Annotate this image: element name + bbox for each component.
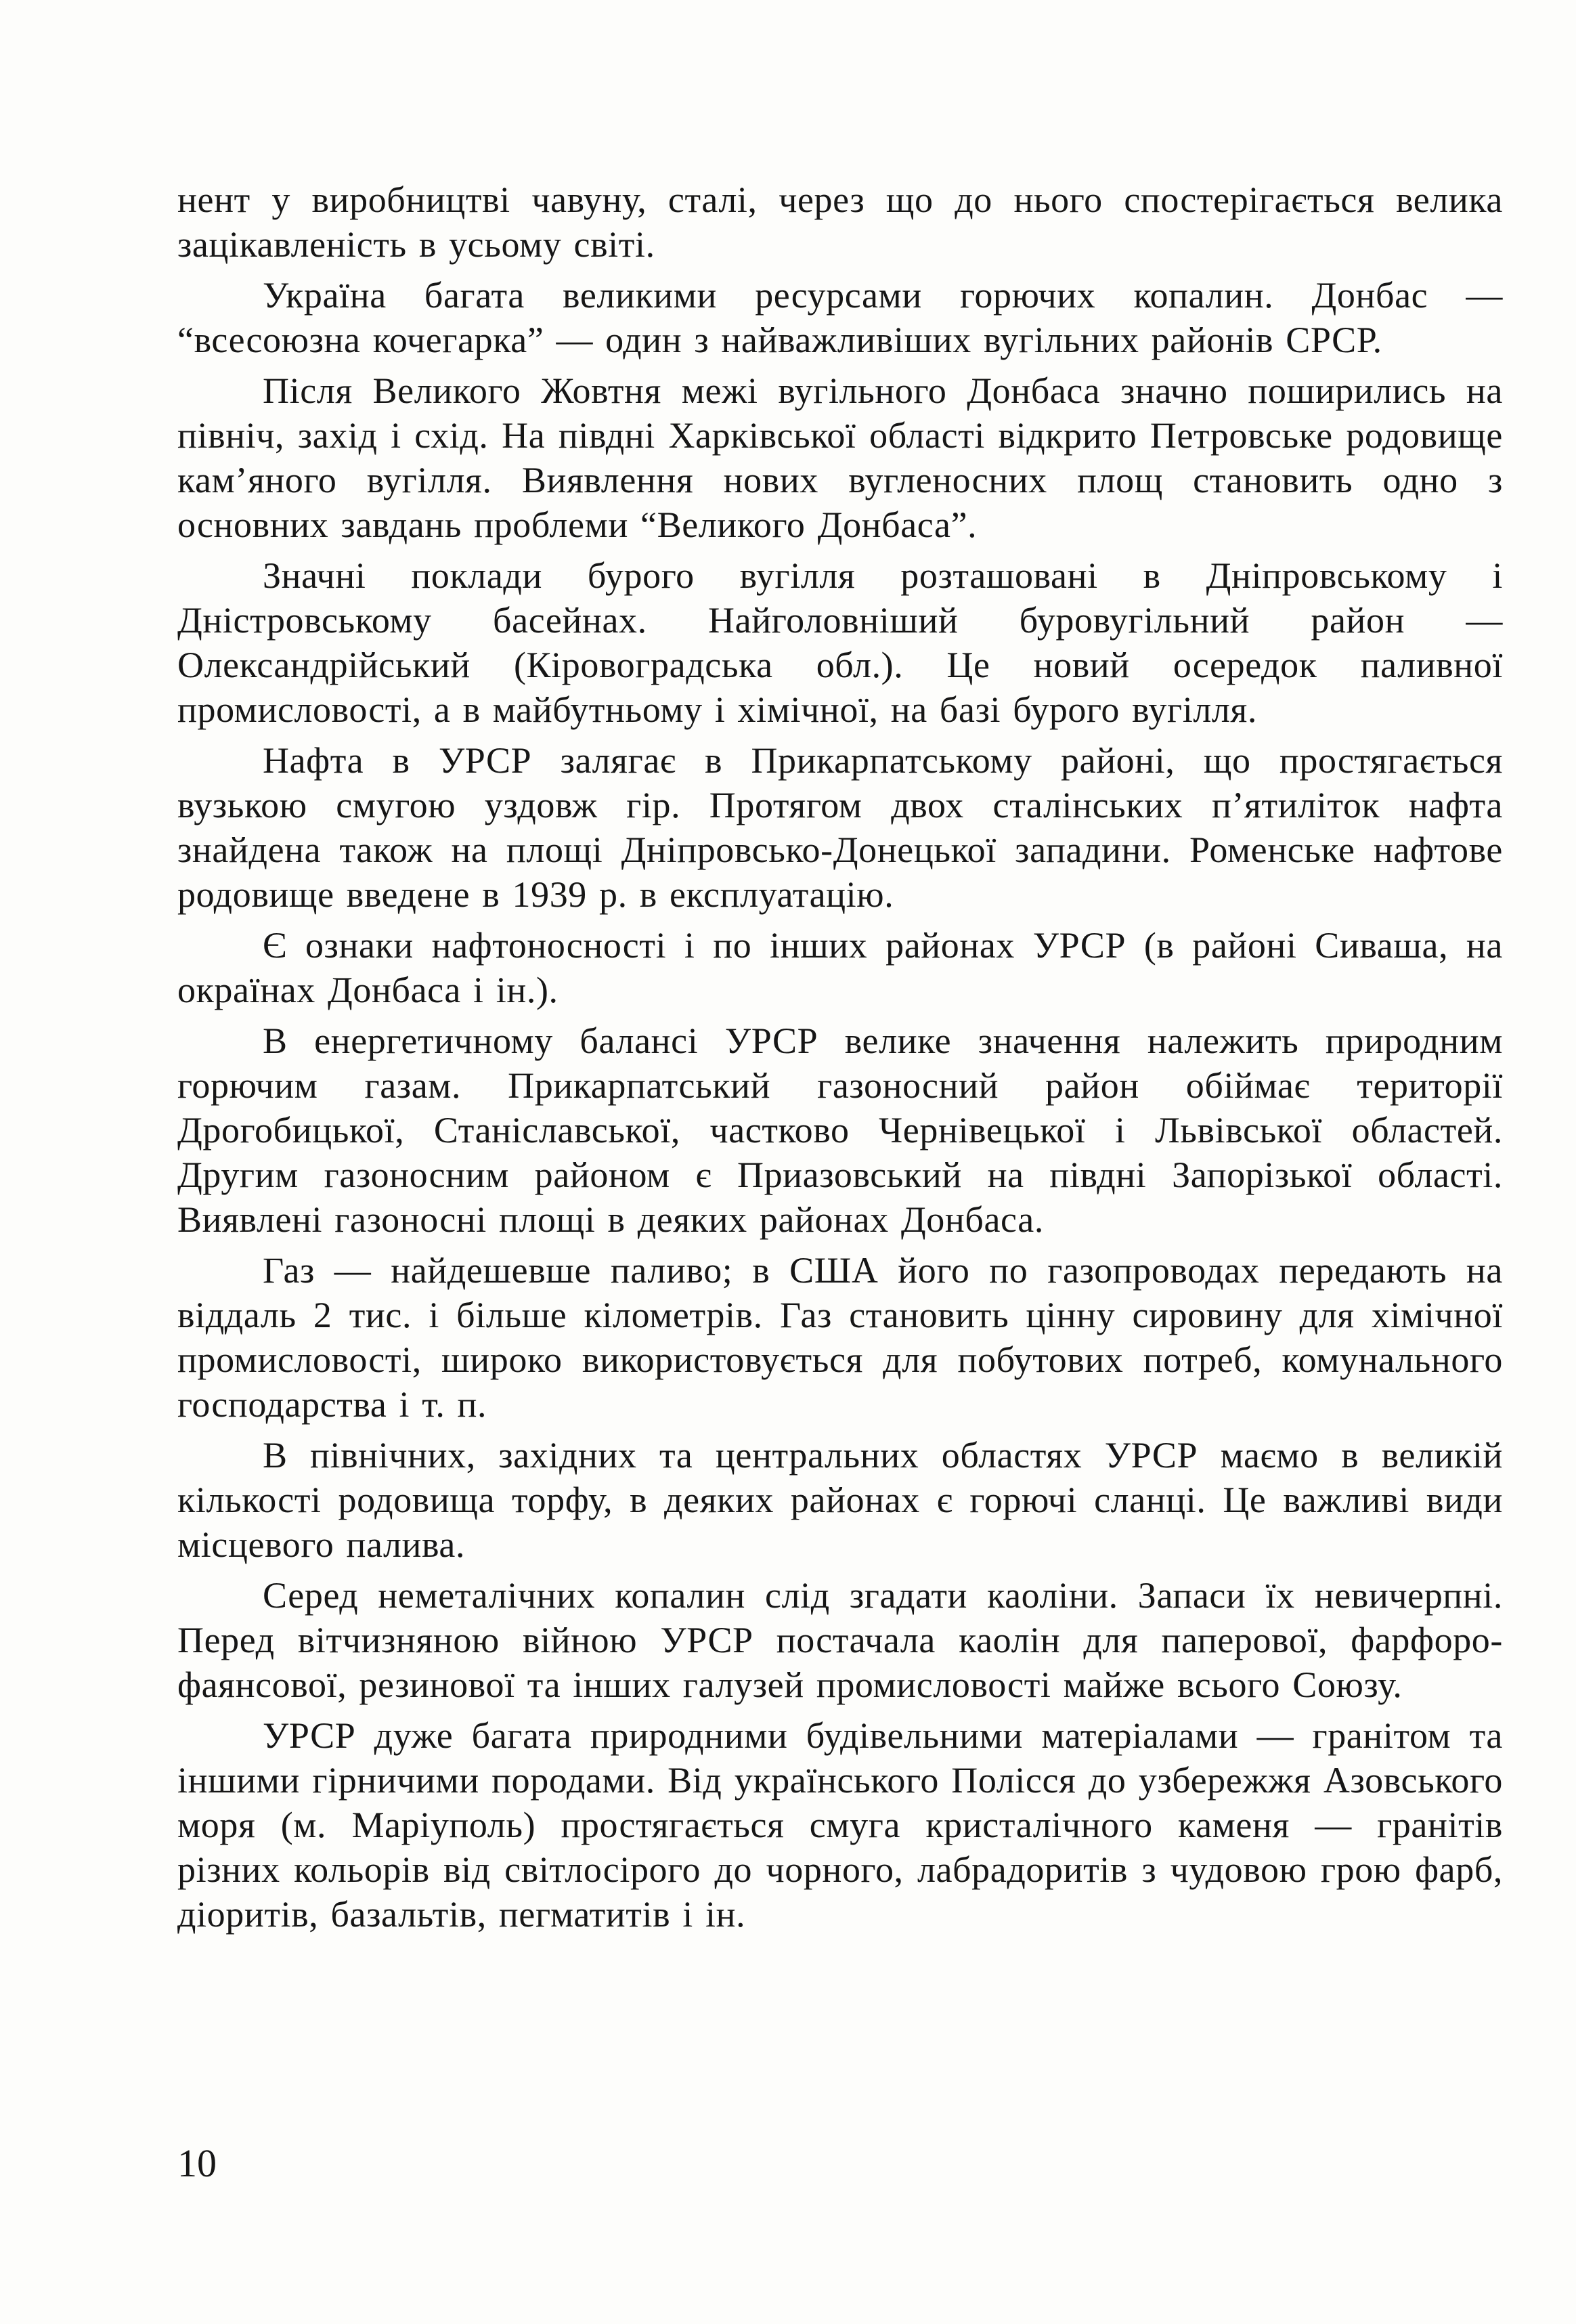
paragraph-8: Газ — найдешевше паливо; в США його по газопроводах передають на віддаль 2 тис. і більше кілометрів. Газ становить цінну сировину для хімічної промисловості, широко використовується для побутових потреб, комунального господарства і т. п.: [177, 1250, 1503, 1425]
page-number: 10: [177, 2141, 217, 2185]
paragraph-5: Нафта в УРСР залягає в Прикарпатському районі, що простягається вузькою смугою уздовж гір. Протягом двох сталінських п’ятиліток нафта знайдена також на площі Дніпровсько-Донецької западини. Роменське нафтове родовище введене в 1939 р. в експлуатацію.: [177, 740, 1503, 915]
paragraph-9: В північних, західних та центральних областях УРСР маємо в великій кількості родовища торфу, в деяких районах є горючі сланці. Це важливі види місцевого палива.: [177, 1435, 1503, 1565]
paragraph-3: Після Великого Жовтня межі вугільного Донбаса значно поширились на північ, захід і схід. На півдні Харківської області відкрито Петровське родовище кам’яного вугілля. Виявлення нових вугленосних площ становить одно з основних завдань проблеми “Великого Донбаса”.: [177, 370, 1503, 545]
paragraph-11: УРСР дуже багата природними будівельними матеріалами — гранітом та іншими гірничими породами. Від українського Полісся до узбережжя Азовського моря (м. Маріуполь) простягається смуга кристалічного каменя — гранітів різних кольорів від світлосірого до чорного, лабрадоритів з чудовою грою фарб, діоритів, базальтів, пегматитів і ін.: [177, 1715, 1503, 1935]
page-text: [177, 177, 1503, 1943]
paragraph-2: Україна багата великими ресурсами горючих копалин. Донбас — “всесоюзна кочегарка” — один з найважливіших вугільних районів СРСР.: [177, 275, 1503, 360]
paragraph-4: Значні поклади бурого вугілля розташовані в Дніпровському і Дністровському басейнах. Найголовніший буровугільний район — Олександрійський (Кіровоградська обл.). Це новий осередок паливної промисловості, а в майбутньому і хімічної, на базі бурого вугілля.: [177, 555, 1503, 730]
paragraph-1: нент у виробництві чавуну, сталі, через що до нього спостерігається велика зацікавленість в усьому світі.: [177, 179, 1503, 265]
paragraph-10: Серед неметалічних копалин слід згадати каоліни. Запаси їх невичерпні. Перед вітчизняною війною УРСР постачала каолін для паперової, фарфоро-фаянсової, резинової та інших галузей промисловості майже всього Союзу.: [177, 1575, 1503, 1705]
paragraph-6: Є ознаки нафтоносності і по інших районах УРСР (в районі Сиваша, на окраїнах Донбаса і ін.).: [177, 925, 1503, 1010]
paragraph-7: В енергетичному балансі УРСР велике значення належить природним горючим газам. Прикарпатський газоносний район обіймає території Дрогобицької, Станіславської, частково Чернівецької і Львівської областей. Другим газоносним районом є Приазовський на півдні Запорізької області. Виявлені газоносні площі в деяких районах Донбаса.: [177, 1020, 1503, 1240]
